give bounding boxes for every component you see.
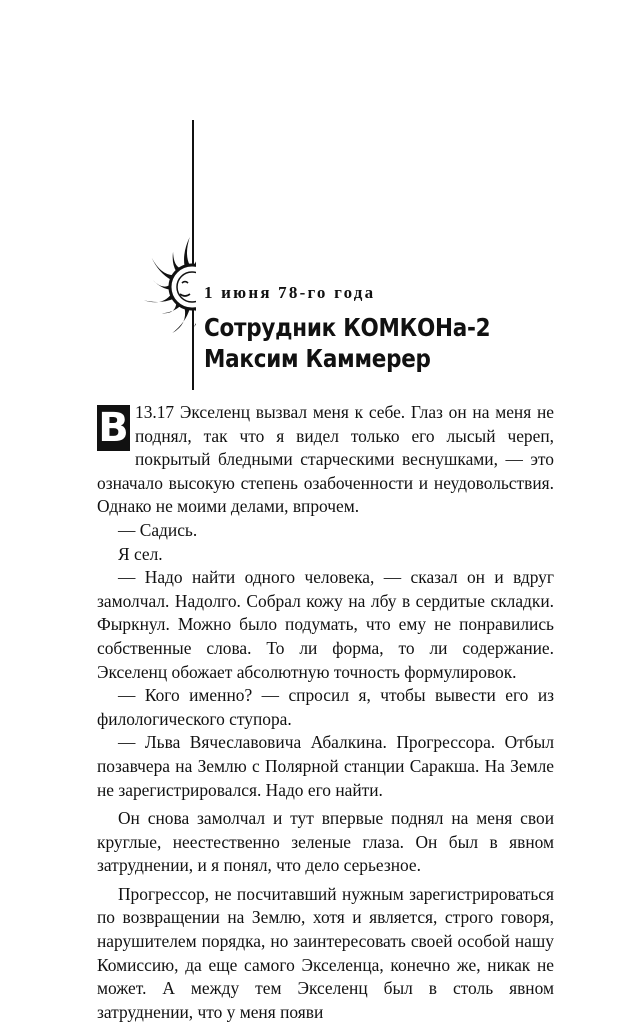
sun-ray <box>153 280 171 290</box>
paragraph-1-text: 13.17 Экселенц вызвал меня к себе. Глаз он на меня не поднял, так что я видел только его лысый череп, покрытый бледными старческими веснушками, — это означало высокую степень озабоченности и неудовольствия. Однако не моими делами, впрочем. <box>97 402 554 517</box>
sun-ray <box>152 258 174 280</box>
paragraph-3: Я сел. <box>118 543 163 564</box>
chapter-date: 1 июня 78-го года <box>204 283 376 302</box>
paragraph-8: Прогрессор, не посчитавший нужным зарегистрироваться по возвращении на Землю, хотя и является, строго говоря, нарушителем порядка, но заинтересовать своей особой нашу Комиссию, да еще самого Экселенца, конечно же, никак не может. А между тем Экселенц был в столь явном затруднении, что у меня появи <box>97 883 554 1022</box>
sun-icon <box>118 225 196 355</box>
paragraph-5: — Кого именно? — спросил я, чтобы вывести его из филологического ступора. <box>97 685 554 729</box>
chapter-title-line-1: Сотрудник КОМКОНа-2 <box>204 313 491 342</box>
paragraph-7: Он снова замолчал и тут впервые поднял на меня свои круглые, неестественно зеленые глаза. Он был в явном затруднении, и я понял, что дело серьезное. <box>97 808 554 876</box>
sun-ray <box>172 308 189 333</box>
paragraph-6: — Льва Вячеславовича Абалкина. Прогрессора. Отбыл позавчера на Землю с Полярной станции Саракша. На Земле не зарегистрировался. Надо его найти. <box>97 732 554 800</box>
paragraph-1 <box>97 401 554 519</box>
sun-ray <box>144 294 174 302</box>
chapter-title <box>204 312 490 374</box>
sun-ray <box>184 237 190 266</box>
drop-cap: В <box>98 405 129 451</box>
sun-ray <box>194 308 196 327</box>
body-text <box>97 401 554 1024</box>
chapter-title-line-2: Максим Каммерер <box>204 344 431 373</box>
paragraph-2: — Садись. <box>118 519 198 540</box>
paragraph-4: — Надо найти одного человека, — сказал он и вдруг замолчал. Надолго. Собрал кожу на лбу в сердитые складки. Фыркнул. Можно было подумать, что ему не понравились собственные слова. То ли форма, то ли содержание. Экселенц обожает абсолютную точность формулировок. <box>97 567 554 682</box>
